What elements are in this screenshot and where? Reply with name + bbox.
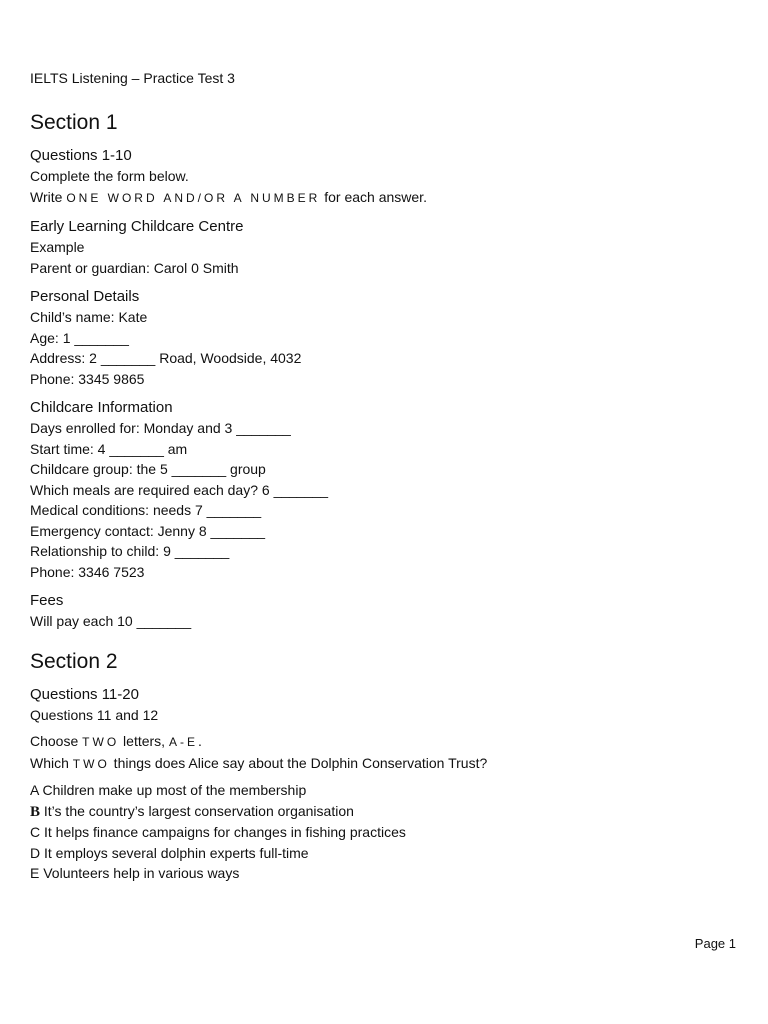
which-post: things does Alice say about the Dolphin Conservation Trust? [109, 754, 488, 771]
document-title: IELTS Listening – Practice Test 3 [30, 70, 235, 86]
instruction-write-post: for each answer. [320, 188, 427, 205]
form-line: Child’s name: Kate [30, 309, 148, 325]
section-2-title: Section 2 [30, 649, 118, 673]
form-line: Start time: 4 _______ am [30, 440, 188, 457]
option-b-letter: B [30, 803, 41, 820]
choose-instruction [30, 731, 740, 753]
which-question [30, 753, 740, 775]
form-line: Phone: 3346 7523 [30, 563, 145, 580]
section-1-title: Section 1 [30, 111, 118, 134]
fees-heading: Fees [30, 592, 64, 609]
form-title: Early Learning Childcare Centre [30, 218, 244, 235]
form-line: Relationship to child: 9 _______ [30, 543, 230, 559]
instruction-write-pre: Write [30, 188, 67, 205]
choose-post: . [197, 733, 202, 749]
form-line: Days enrolled for: Monday and 3 _______ [30, 420, 291, 436]
example-line: Parent or guardian: Carol 0 Smith [30, 259, 239, 276]
option-b [30, 801, 740, 823]
form-line: Medical conditions: needs 7 _______ [30, 502, 262, 518]
which-pre: Which [30, 754, 73, 771]
form-line: Address: 2 _______ Road, Woodside, 4032 [30, 350, 302, 366]
personal-details-heading: Personal Details [30, 288, 140, 305]
form-line: Will pay each 10 _______ [30, 613, 192, 629]
choose-pre: Choose [30, 733, 83, 749]
instruction-write-caps: ONE WORD AND/OR A NUMBER [66, 190, 321, 205]
section-1-questions: Questions 1-10 [30, 147, 132, 164]
which-caps: TWO [72, 756, 110, 771]
section-2-questions: Questions 11-20 [30, 685, 139, 703]
option-c: C It helps finance campaigns for changes in fishing practices [30, 824, 406, 840]
form-line: Childcare group: the 5 _______ group [30, 461, 266, 477]
form-line: Phone: 3345 9865 [30, 370, 145, 387]
instruction-complete-form: Complete the form below. [30, 168, 189, 184]
form-line: Age: 1 _______ [30, 329, 129, 346]
choose-caps-two: TWO [82, 735, 120, 749]
option-b-text: It’s the country’s largest conservation organisation [40, 802, 354, 819]
choose-caps-range: A-E [168, 735, 198, 749]
example-label: Example [30, 239, 85, 255]
form-line: Which meals are required each day? 6 _______ [30, 481, 329, 498]
option-d: D It employs several dolphin experts full-time [30, 844, 309, 861]
form-line: Emergency contact: Jenny 8 _______ [30, 522, 266, 539]
sub-questions: Questions 11 and 12 [30, 706, 159, 723]
instruction-write [30, 187, 740, 209]
choose-mid: letters, [119, 733, 169, 749]
option-e: E Volunteers help in various ways [30, 865, 240, 881]
childcare-info-heading: Childcare Information [30, 399, 173, 416]
document-page [30, 70, 740, 884]
option-a: A Children make up most of the membership [30, 782, 307, 798]
page-number: Page 1 [694, 936, 736, 951]
